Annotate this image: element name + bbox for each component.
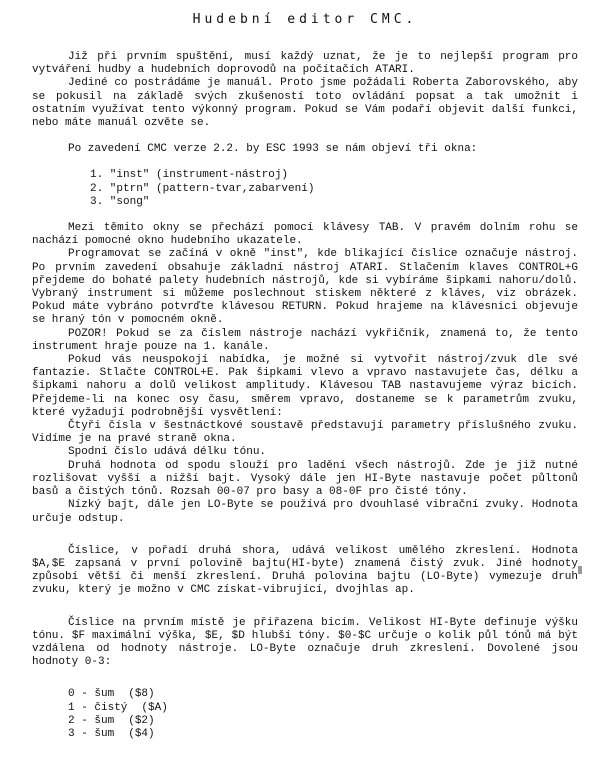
body-paragraph: Mezi těmito okny se přechází pomocí klávesy TAB. V pravém dolním rohu se nachází pomocné okno hudebního ukazatele.	[32, 222, 578, 248]
windows-list-item: 2. "ptrn" (pattern-tvar,zabarvení)	[90, 182, 315, 195]
body-paragraph: Číslice na prvním místě je přiřazena bicím. Velikost HI-Byte definuje výšku tónu. $F maximální výška, $E, $D hlubší tóny. $0-$C určuje o kolik půl tónů má být vzdálena od hodnoty nástroje. LO-Byte označuje druh zkreslení. Dovolené jsou hodnoty 0-3:	[32, 616, 578, 669]
code-value: ($A)	[141, 701, 168, 714]
intro-paragraph-2: Jediné co postrádáme je manuál. Proto jsme požádali Roberta Zaborovského, aby se pokusil na základě svých zkušeností toto ovládání popsat a tak umožnit i ostatním využívat tento výkonný program. Pokud se Vám podaří objevit další funkci, nebo máte manuál ozvěte se.	[32, 77, 578, 130]
windows-list-item: 3. "song"	[90, 195, 150, 208]
body-paragraph: Číslice, v pořadí druhá shora, udává velikost umělého zkreslení. Hodnota $A,$E zapsaná v první polovině bajtu(HI-byte) znamená čistý zvuk. Jiné hodnoty způsobí větší či menší zkreslení. Druhá polovina bajtu (LO-Byte) vymezuje druh zvuku, který je možno v CMC získat-vibrující, dvojhlas ap.	[32, 544, 578, 597]
body-paragraph: Pokud vás neuspokojí nabídka, je možné si vytvořit nástroj/zvuk dle své fantazie. Stlačte CONTROL+E. Pak šipkami vlevo a vpravo nastavujete čas, délku a šipkami nahoru a dolů velikost amplitudy. Klávesou TAB nastavujeme výraz bicích. Přejdeme-li na konec osy času, směrem vpravo, dostaneme se k parametrům zvuku, které vyžadují podrobnější vysvětlení:	[32, 354, 578, 419]
code-label: 2 - šum	[68, 714, 115, 727]
scan-mark	[578, 566, 582, 574]
code-label: 0 - šum	[68, 688, 115, 701]
code-value: ($4)	[128, 727, 155, 740]
code-label: 1 - čistý	[68, 701, 128, 714]
list-item	[68, 715, 578, 728]
body-paragraph: Nízký bajt, dále jen LO-Byte se používá pro dvouhlasé vibrační zvuky. Hodnota určuje odstup.	[32, 499, 578, 525]
distortion-codes-list	[32, 688, 578, 741]
list-item	[68, 728, 578, 741]
list-item	[68, 702, 578, 715]
body-paragraph: Čtyři čísla v šestnáctkové soustavě představují parametry příslušného zvuku. Vidíme je na pravé straně okna.	[32, 420, 578, 446]
body-paragraph: Programovat se začíná v okně "inst", kde blikající číslice označuje nástroj. Po prvním zavedení obsahuje základní nástroj ATARI. Stlačením klaves CONTROL+G přejdeme do bohaté palety hudebních nástrojů, kde si vybíráme šipkami nahoru/dolů. Vybraný instrument si můžeme poslechnout stiskem některé z kláves, viz obrázek. Pokud máte vybráno potvrďte klávesou RETURN. Pokud hrajeme na klávesnici objevuje se hraný tón v pomocném okně.	[32, 248, 578, 327]
windows-intro: Po zavedení CMC verze 2.2. by ESC 1993 se nám objeví tři okna:	[68, 143, 478, 156]
windows-list-item: 1. "inst" (instrument-nástroj)	[90, 169, 289, 182]
intro-paragraph-1: Již při prvním spuštění, musí každý uznat, že je to nejlepší program pro vytváření hudby a hudebních doprovodů na počítačích ATARI.	[32, 51, 578, 77]
body-paragraph: POZOR! Pokud se za číslem nástroje nachází vykřičník, znamená to, že tento instrument hraje pouze na 1. kanále.	[32, 327, 578, 353]
code-value: ($2)	[128, 714, 155, 727]
windows-list	[32, 169, 578, 209]
code-value: ($8)	[128, 688, 155, 701]
body-paragraph: Spodní číslo udává délku tónu.	[68, 446, 267, 459]
body-paragraph: Druhá hodnota od spodu slouží pro ladění všech nástrojů. Zde je již nutné rozlišovat vyšší a nižší bajt. Vysoký dále jen HI-Byte nastavuje počet půltonů basů a čistých tónů. Rozsah 00-07 pro basy a 08-0F pro čisté tóny.	[32, 459, 578, 499]
list-item	[68, 688, 578, 701]
document-title: Hudební editor CMC.	[192, 12, 418, 27]
code-label: 3 - šum	[68, 727, 115, 740]
